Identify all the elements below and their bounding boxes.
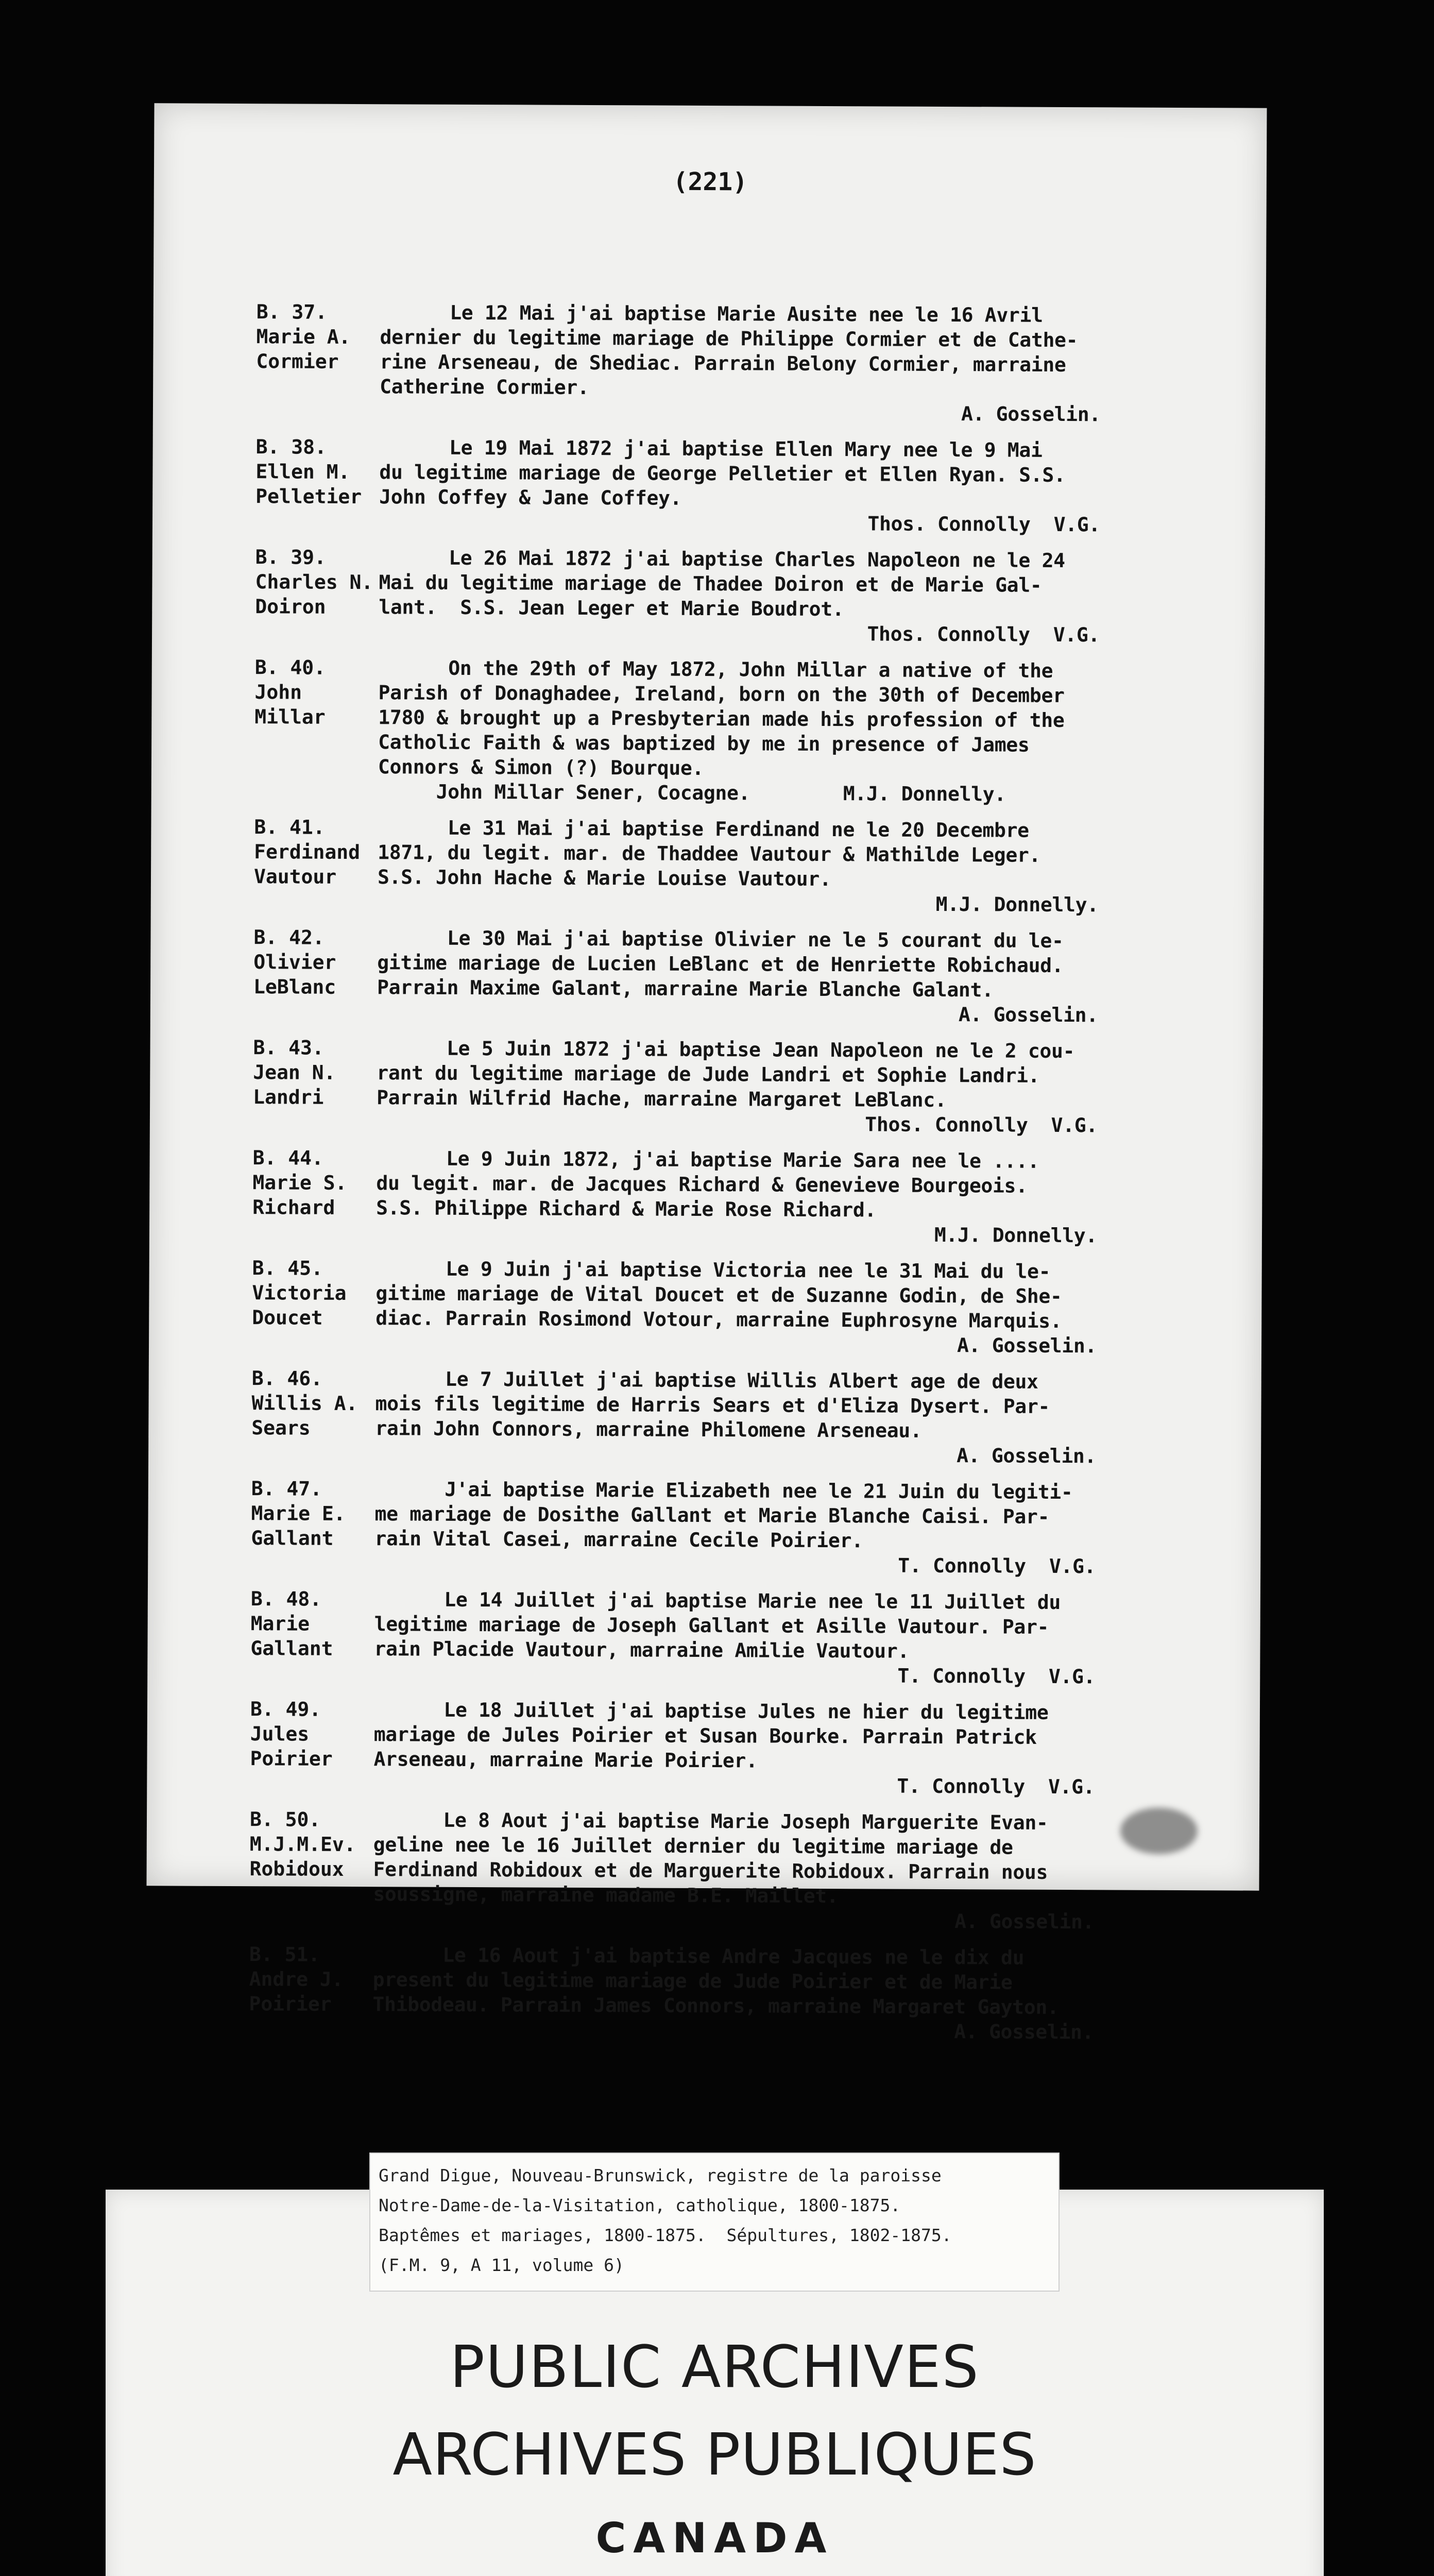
entry-name-line: Cormier — [256, 350, 339, 373]
entry-text-line: Connors & Simon (?) Bourque. — [378, 755, 704, 779]
entry-name-line: B. 41. — [254, 816, 325, 839]
entry-name-line: Richard — [252, 1196, 335, 1219]
entry-names — [251, 1366, 375, 1440]
entry-names — [254, 655, 379, 730]
register-page — [146, 103, 1267, 2044]
entry-signature: M.J. Donnelly. — [935, 892, 1099, 917]
entry-body — [373, 1697, 1229, 1800]
entry-text-line: Ferdinand Robidoux et de Marguerite Robidoux. Parrain nous — [373, 1858, 1048, 1884]
entry-names — [254, 815, 378, 889]
entry-body — [373, 1807, 1228, 1935]
entry-text-line: Le 31 Mai j'ai baptise Ferdinand ne le 20 Decembre — [378, 816, 1029, 842]
entry-text-line: rain Placide Vautour, marraine Amilie Vautour. — [374, 1637, 910, 1663]
baptism-entry — [150, 1145, 1262, 1247]
entry-text-line: Le 9 Juin 1872, j'ai baptise Marie Sara nee le .... — [376, 1147, 1039, 1173]
entry-text-line: Le 16 Aout j'ai baptise Andre Jacques ne le dix du — [372, 1943, 1025, 1969]
stamp-public-archives: PUBLIC ARCHIVES — [450, 2334, 980, 2401]
ink-smudge — [1120, 1808, 1198, 1855]
entry-text-line: soussigne, marraine madame B.E. Maillet. — [373, 1883, 839, 1908]
entry-text-line: Thibodeau. Parrain James Connors, marraine Margaret Gayton. — [372, 1993, 1059, 2019]
entry-text-line: On the 29th of May 1872, John Millar a native of the — [378, 656, 1053, 682]
entry-names — [255, 434, 380, 509]
entry-name-line: Gallant — [250, 1637, 333, 1660]
entry-body — [379, 435, 1235, 537]
entry-text-line: lant. S.S. Jean Leger et Marie Boudrot. — [379, 596, 844, 621]
entry-name-line: Victoria — [252, 1281, 347, 1304]
entry-name-line: Marie A. — [256, 325, 351, 348]
entry-name-line: B. 46. — [251, 1367, 323, 1390]
entry-text-line: Le 12 Mai j'ai baptise Marie Ausite nee le 16 Avril — [380, 301, 1043, 327]
baptism-entry — [148, 1476, 1261, 1578]
entry-signature: T. Connolly V.G. — [898, 1554, 1096, 1578]
entry-body — [375, 1366, 1231, 1469]
entry-text-line: Le 5 Juin 1872 j'ai baptise Jean Napoleon ne le 2 cou- — [377, 1037, 1075, 1063]
entry-text-line: Le 19 Mai 1872 j'ai baptise Ellen Mary nee le 9 Mai — [379, 436, 1043, 462]
entry-name-line: Olivier — [253, 951, 336, 974]
entry-body — [380, 300, 1235, 427]
entry-body — [377, 925, 1233, 1028]
entry-names — [250, 1697, 374, 1771]
entry-signature: Thos. Connolly V.G. — [867, 512, 1101, 536]
entry-names — [256, 299, 380, 374]
baptism-entries — [146, 103, 1267, 2044]
entry-signature: A. Gosselin. — [957, 1334, 1097, 1358]
entry-name-line: Poirier — [249, 1992, 332, 2015]
entry-text-line: Parrain Wilfrid Hache, marraine Margaret LeBlanc. — [377, 1086, 947, 1112]
entry-name-line: B. 39. — [255, 546, 327, 569]
entry-signature: A. Gosselin. — [954, 1910, 1095, 1934]
entry-name-line: Willis A. — [251, 1392, 358, 1415]
baptism-entry — [151, 924, 1264, 1027]
entry-name-line: Millar — [254, 705, 326, 728]
entry-name-line: B. 42. — [253, 926, 325, 949]
entry-text-line: geline nee le 16 Juillet dernier du legitime mariage de — [373, 1833, 1013, 1859]
entry-text-line: me mariage de Dosithe Gallant et Marie Blanche Caisi. Par- — [374, 1502, 1050, 1528]
entry-signature: T. Connolly V.G. — [897, 1664, 1096, 1688]
entry-text-line: Le 7 Juillet j'ai baptise Willis Albert age de deux — [375, 1367, 1038, 1393]
entry-body — [378, 655, 1234, 807]
entry-body — [374, 1477, 1230, 1579]
entry-text-line: S.S. Philippe Richard & Marie Rose Richard. — [376, 1196, 877, 1222]
entry-signature: A. Gosselin. — [957, 1444, 1097, 1468]
page-number: (221) — [673, 167, 748, 197]
entry-name-line: LeBlanc — [253, 975, 336, 998]
entry-text-line: Arseneau, marraine Marie Poirier. — [373, 1748, 758, 1772]
entry-text-line: mois fils legitime de Harris Sears et d'Eliza Dysert. Par- — [375, 1392, 1050, 1418]
entry-text-line: Catherine Cormier. — [380, 375, 589, 399]
entry-name-line: B. 38. — [255, 435, 327, 459]
entry-name-line: B. 44. — [252, 1146, 324, 1170]
entry-name-line: Gallant — [251, 1527, 334, 1550]
baptism-entry — [146, 1941, 1259, 2044]
entry-text-line: du legit. mar. de Jacques Richard & Genevieve Bourgeois. — [376, 1172, 1028, 1197]
entry-name-line: B. 37. — [256, 300, 328, 324]
entry-text-line: Parish of Donaghadee, Ireland, born on the 30th of December — [378, 681, 1065, 707]
entry-body — [375, 1256, 1231, 1359]
entry-body — [376, 1146, 1232, 1248]
entry-name-line: Andre J. — [249, 1968, 344, 1991]
entry-name-line: Jules — [250, 1722, 310, 1745]
stamp-archives-publiques: ARCHIVES PUBLIQUES — [392, 2421, 1037, 2488]
entry-body — [379, 545, 1234, 648]
entry-name-line: Sears — [251, 1416, 311, 1439]
baptism-entry — [150, 1035, 1263, 1137]
baptism-entry — [151, 814, 1264, 917]
entry-text-line: Le 8 Aout j'ai baptise Marie Joseph Marguerite Evan- — [373, 1808, 1048, 1834]
entry-name-line: Robidoux — [249, 1857, 344, 1880]
entry-name-line: B. 49. — [250, 1698, 321, 1721]
entry-name-line: Pelletier — [255, 485, 362, 509]
entry-names — [249, 1942, 373, 2016]
entry-name-line: Marie S. — [252, 1171, 347, 1194]
entry-name-line: Jean N. — [253, 1061, 336, 1084]
baptism-entry — [149, 1255, 1262, 1358]
entry-name-line: Landri — [253, 1086, 324, 1109]
entry-names — [255, 545, 379, 619]
baptism-entry — [153, 299, 1266, 426]
entry-signature: A. Gosselin. — [958, 1003, 1098, 1027]
entry-names — [252, 1256, 376, 1330]
entry-name-line: Marie E. — [251, 1502, 346, 1525]
entry-name-line: B. 47. — [251, 1477, 322, 1500]
entry-text-line: Le 18 Juillet j'ai baptise Jules ne hier du legitime — [373, 1698, 1049, 1724]
entry-signature: Thos. Connolly V.G. — [865, 1113, 1098, 1137]
entry-names — [253, 1035, 377, 1110]
entry-text-line: present du legitime mariage de Jude Poirier et de Marie — [372, 1968, 1013, 1994]
entry-text-line: du legitime mariage de George Pelletier et Ellen Ryan. S.S. — [379, 461, 1066, 487]
entry-text-line: rant du legitime mariage de Jude Landri et Sophie Landri. — [377, 1061, 1040, 1087]
baptism-entry — [152, 544, 1265, 647]
entry-text-line: Le 14 Juillet j'ai baptise Marie nee le 11 Juillet du — [374, 1588, 1061, 1614]
entry-text-line: rain Vital Casei, marraine Cecile Poirier. — [374, 1527, 863, 1552]
entry-text-line: mariage de Jules Poirier et Susan Bourke. Parrain Patrick — [373, 1723, 1037, 1749]
entry-name-line: Poirier — [250, 1747, 333, 1770]
entry-names — [253, 925, 378, 999]
entry-text-line: S.S. John Hache & Marie Louise Vautour. — [377, 866, 831, 891]
entry-names — [251, 1476, 375, 1551]
entry-name-line: Ferdinand — [254, 840, 361, 864]
entry-signature: Thos. Connolly V.G. — [867, 622, 1100, 647]
entry-name-line: B. 50. — [249, 1808, 321, 1831]
archive-card — [106, 2165, 1324, 2576]
entry-body — [378, 815, 1233, 918]
entry-text-line: Le 30 Mai j'ai baptise Olivier ne le 5 courant du le- — [377, 926, 1064, 953]
card-label — [369, 2153, 1060, 2292]
baptism-entry — [153, 434, 1266, 536]
baptism-entry — [149, 1365, 1261, 1468]
baptism-entry — [147, 1806, 1259, 1934]
entry-name-line: Doucet — [252, 1306, 323, 1329]
entry-text-line: John Coffey & Jane Coffey. — [379, 485, 682, 510]
entry-text-line: legitime mariage de Joseph Gallant et Asille Vautour. Par- — [374, 1613, 1049, 1638]
entry-text-line: Catholic Faith & was baptized by me in presence of James — [378, 731, 1030, 756]
entry-text-line: Le 26 Mai 1872 j'ai baptise Charles Napoleon ne le 24 — [379, 546, 1065, 572]
entry-text-line: J'ai baptise Marie Elizabeth nee le 21 Juin du legiti- — [374, 1478, 1073, 1504]
entry-name-line: John — [254, 681, 302, 704]
entry-name-line: Ellen M. — [255, 460, 350, 483]
entry-text-line: diac. Parrain Rosimond Votour, marraine Euphrosyne Marquis. — [375, 1307, 1062, 1333]
entry-signature: A. Gosselin. — [954, 2020, 1094, 2044]
entry-name-line: M.J.M.Ev. — [249, 1833, 356, 1856]
entry-text-line: 1780 & brought up a Presbyterian made his profession of the — [378, 706, 1065, 732]
entry-body — [372, 1942, 1228, 2045]
baptism-entry — [152, 654, 1265, 806]
stamp-canada: CANADA — [595, 2514, 834, 2562]
entry-signature: M.J. Donnelly. — [934, 1223, 1098, 1247]
card-label-line: Baptêmes et mariages, 1800-1875. Sépultures, 1802-1875. — [379, 2225, 952, 2245]
entry-names — [250, 1807, 374, 1882]
entry-name-line: Charles N. — [255, 570, 373, 594]
entry-text-line: dernier du legitime mariage de Philippe Cormier et de Cathe- — [380, 326, 1078, 352]
entry-body — [374, 1587, 1230, 1689]
card-label-line: Notre-Dame-de-la-Visitation, catholique, 1800-1875. — [379, 2195, 901, 2215]
entry-name-line: B. 45. — [252, 1257, 323, 1280]
entry-name-line: B. 51. — [249, 1943, 320, 1966]
entry-text-line: Le 9 Juin j'ai baptise Victoria nee le 31 Mai du le- — [375, 1257, 1051, 1283]
entry-text-line: gitime mariage de Vital Doucet et de Suzanne Godin, de She- — [375, 1282, 1062, 1308]
entry-text-line: John Millar Sener, Cocagne. M.J. Donnelly. — [378, 780, 1006, 806]
entry-name-line: Doiron — [255, 595, 326, 618]
entry-body — [377, 1036, 1232, 1138]
card-label-line: (F.M. 9, A 11, volume 6) — [379, 2255, 624, 2275]
entry-text-line: Mai du legitime mariage de Thadee Doiron et de Marie Gal- — [379, 571, 1042, 597]
entry-text-line: gitime mariage de Lucien LeBlanc et de Henriette Robichaud. — [377, 951, 1064, 977]
entry-signature: T. Connolly V.G. — [897, 1774, 1095, 1799]
entry-text-line: rine Arseneau, de Shediac. Parrain Belony Cormier, marraine — [380, 350, 1066, 377]
entry-signature: A. Gosselin. — [961, 402, 1101, 426]
entry-text-line: Parrain Maxime Galant, marraine Marie Blanche Galant. — [377, 976, 994, 1002]
entry-text-line: rain John Connors, marraine Philomene Arseneau. — [375, 1417, 922, 1442]
baptism-entry — [148, 1586, 1260, 1688]
entry-text-line: 1871, du legit. mar. de Thaddee Vautour & Mathilde Leger. — [378, 841, 1041, 867]
card-label-line: Grand Digue, Nouveau-Brunswick, registre de la paroisse — [379, 2165, 942, 2185]
entry-names — [252, 1145, 377, 1220]
entry-name-line: Vautour — [253, 865, 337, 888]
entry-name-line: B. 48. — [250, 1587, 322, 1611]
entry-name-line: Marie — [250, 1612, 310, 1635]
entry-name-line: B. 43. — [253, 1036, 324, 1059]
entry-name-line: B. 40. — [254, 656, 326, 679]
entry-names — [250, 1586, 374, 1661]
baptism-entry — [147, 1696, 1260, 1799]
